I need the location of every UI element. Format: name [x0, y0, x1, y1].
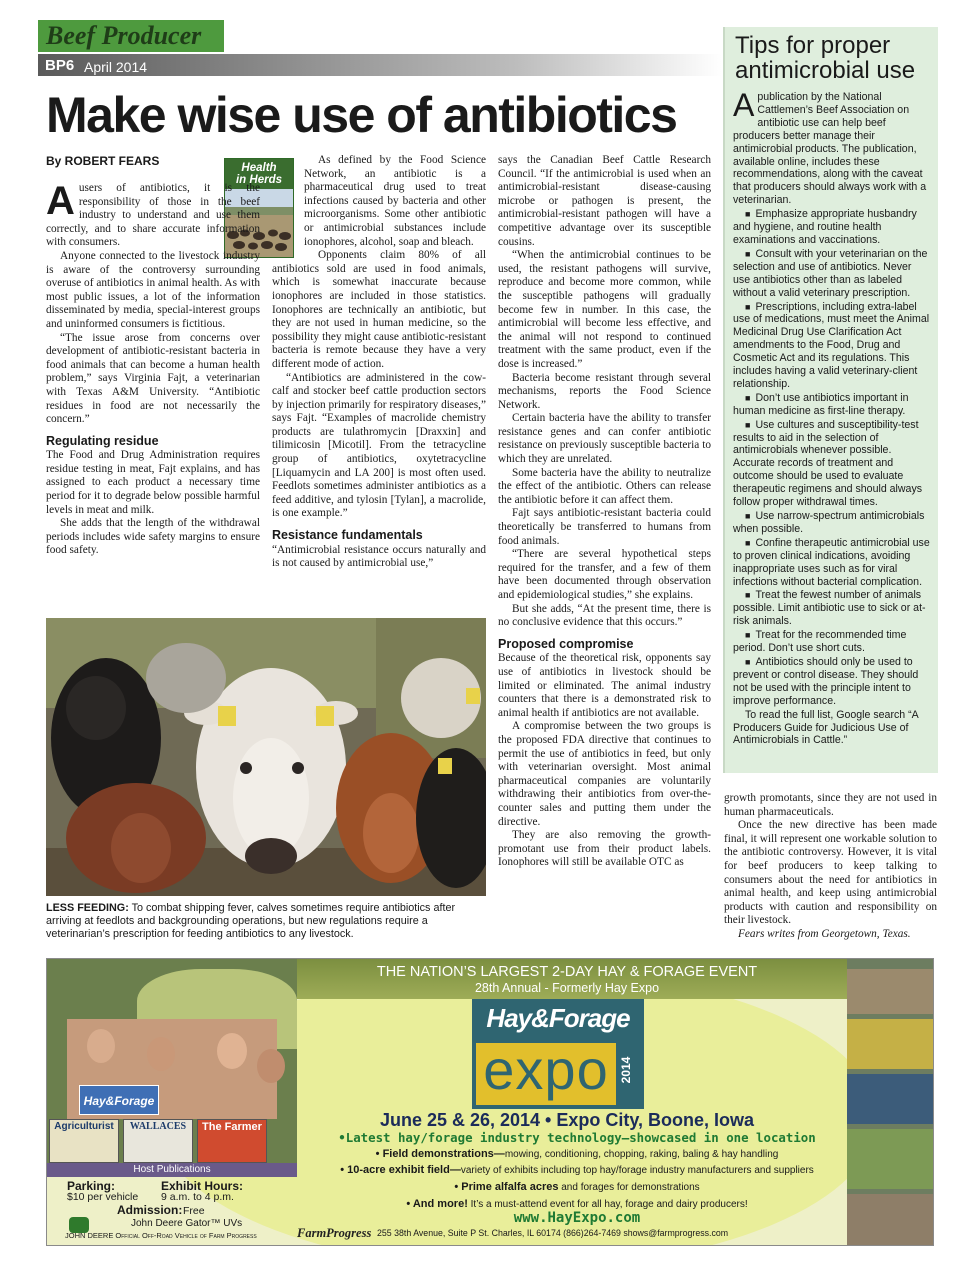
ad-url[interactable]: www.HayExpo.com	[513, 1210, 641, 1226]
ad-address: 255 38th Avenue, Suite P St. Charles, IL 60174 (866)264-7469 shows@farmprogress.com	[377, 1228, 729, 1238]
host-pubs-bar: Host Publications	[47, 1163, 297, 1177]
ad-bullet: • Prime alfalfa acres and forages for demonstrations	[454, 1181, 700, 1193]
paragraph: Opponents claim 80% of all antibiotics sold are used in food animals, which is somewhat inaccurate because ionophores are included in those statistics. Ionophores are technically an antibiotic, but they are not used in human medicine, so the possibility they might cause antibiotic-resistant bacteria is remote because they have a very different mode of action.	[272, 249, 486, 370]
ad-banner-sub: 28th Annual - Formerly Hay Expo	[474, 981, 660, 995]
headline: Make wise use of antibiotics	[46, 87, 677, 143]
section-name: Beef Producer	[46, 21, 202, 50]
paragraph: As defined by the Food Science Network, an antibiotic is a pharmaceutical drug used to treat infections caused by bacteria and other microorganisms. Some other antibiotic or antimicrobial substances include ionophores, alcohol, soap and bleach.	[304, 154, 486, 248]
paragraph: A compromise between the two groups is the proposed FDA directive that continues to permit the use of antibiotics in feed, but only with veterinarian oversight. Most animal pharmaceutical companies are voluntarily withdrawing their antibiotics from over-the-counter sales and putting them under the directive.	[498, 720, 711, 828]
caption-label: LESS FEEDING:	[46, 902, 129, 914]
ad-tagline: •Latest hay/forage industry technology—showcased in one location	[338, 1130, 816, 1145]
photo-tractor	[847, 1074, 934, 1124]
paragraph: Anyone connected to the livestock industry is aware of the controversy surrounding overuse of antibiotics in animal health. As with most public issues, a lot of the information disseminated by media, special-interest groups and uninformed consumers is fictitious.	[46, 249, 260, 330]
subhead-proposed-compromise: Proposed compromise	[498, 636, 634, 651]
paragraph: Bacteria become resistant through several mechanisms, reports the Food Science Network.	[498, 371, 711, 411]
person-3	[217, 1033, 247, 1069]
ad-location: Expo City, Boone, Iowa	[556, 1110, 755, 1130]
ad-bullet: • And more! It’s a must-attend event for all hay, forage and dairy producers!	[406, 1198, 748, 1210]
paragraph: Once the new directive has been made final, it will represent one workable solution to the antibiotic controversy. However, it is vital for beef producers to keep talking to consumers about the need for antibiotics in animal health, and keep using antimicrobial products with caution and responsibility on their livestock.	[724, 819, 937, 927]
ad-bullet: • Field demonstrations—mowing, conditioning, chopping, raking, baling & hay handling	[375, 1148, 779, 1160]
subhead-regulating-residue: Regulating residue	[46, 433, 159, 448]
cattle-photo	[46, 618, 486, 896]
tip-item: ■ Emphasize appropriate husbandry and hygiene, and routine health examinations and vaccinations.	[733, 208, 930, 247]
photo-people	[847, 969, 934, 1014]
tips-intro: Apublication by the National Cattlemen’s Beef Association on antibiotic use can help beef producers better manage their antimicrobial products. The publication, available online, includes these recommendations, along with the caveat that producers should always work with a veterinarian.	[733, 87, 927, 207]
photo-caption	[46, 902, 486, 941]
byline: By ROBERT FEARS	[46, 154, 160, 168]
tip-item: ■ Confine therapeutic antimicrobial use to proven clinical indications, avoiding inappropriate uses such as for viral infections without bacterial complication.	[733, 537, 930, 589]
ad-bullet: • 10-acre exhibit field—variety of exhibits including top hay/forage industry manufacturers and suppliers	[340, 1164, 814, 1176]
ad-dates: June 25 & 26, 2014	[379, 1110, 541, 1130]
issue-date: April 2014	[84, 59, 148, 75]
paragraph: Certain bacteria have the ability to transfer resistance genes and can confer antibiotic resistance on previously susceptible bacteria to which they are unrelated.	[498, 412, 711, 466]
expo-logo-year: 2014	[619, 1056, 633, 1084]
logo-line1: Health	[241, 162, 277, 174]
logo-spacer	[272, 154, 304, 252]
paragraph: says the Canadian Beef Cattle Research Council. “If the antimicrobial is used when an antimicrobial-resistant disease-causing microbe or pathogen is present, the antimicrobial-resistant pathogen will have a competitive advantage over its susceptible cousins.	[498, 154, 711, 248]
tips-outro: To read the full list, Google search “A Producers Guide for Judicious Use of Antimicrobials in Cattle.”	[733, 708, 919, 747]
photo-crowd	[847, 1194, 934, 1246]
ad-banner-title: THE NATION’S LARGEST 2-DAY HAY & FORAGE EVENT	[376, 964, 758, 980]
pub-wallaces: WALLACES	[123, 1119, 193, 1163]
farmprogress-logo: FarmProgress	[297, 1226, 372, 1240]
paragraph: users of antibiotics, it is the responsibility of those in the beef industry to understand and use them correctly, and to share accurate information with consumers.	[46, 182, 260, 249]
expo-logo-top: Hay&Forage	[486, 1003, 630, 1033]
person-4	[257, 1049, 285, 1083]
photo-baler	[847, 1019, 934, 1069]
paragraph: She adds that the length of the withdrawal periods includes wide safety margins to ensure food safety.	[46, 517, 260, 557]
paragraph: “Antimicrobial resistance occurs naturally and is not caused by antimicrobial use,”	[272, 543, 486, 570]
tip-item: ■ Consult with your veterinarian on the selection and use of antibiotics. Never use antibiotics other than as labeled without a valid veterinary prescription.	[733, 248, 930, 300]
ad-right-photos	[847, 959, 934, 1246]
caption-text: To combat shipping fever, calves sometimes require antibiotics after arriving at feedlots and backgrounding operations, but new regulations require a veterinarian’s prescription for feeding antibiotics to any livestock.	[46, 902, 456, 940]
pub-hayforage: Hay&Forage	[79, 1085, 159, 1115]
parking-value: $10 per vehicle	[67, 1191, 139, 1203]
ad-dates-sep: •	[540, 1110, 557, 1130]
logo-line2: in Herds	[235, 174, 282, 186]
paragraph: Because of the theoretical risk, opponents say use of antibiotics in livestock should be limited or eliminated. The animal industry counters that there is a demonstrated risk to animal health if antibiotics are not available.	[498, 652, 711, 719]
tip-item: ■ Use cultures and susceptibility-test results to aid in the selection of antimicrobials whenever possible. Accurate records of treatment and outcome should be used to evaluate therapeutic regimens and should always follow proper withdrawal times.	[733, 419, 930, 509]
column-3	[498, 154, 711, 870]
column-2	[272, 154, 486, 571]
paragraph: The Food and Drug Administration requires residue testing in meat, Fajt explains, and has assigned to each product a necessary time period for it to degrade below possible harmful levels in meat and milk.	[46, 449, 260, 516]
person-2	[147, 1037, 175, 1071]
page-code: BP6	[45, 57, 75, 74]
drop-cap: A	[46, 179, 75, 223]
tip-item: ■ Don’t use antibiotics important in human medicine as first-line therapy.	[733, 392, 930, 418]
tips-sidebar	[723, 27, 938, 773]
tip-item: ■ Antibiotics should only be used to prevent or control disease. They should not be used with the principle intent to improve performance.	[733, 656, 930, 708]
photo-field	[847, 1129, 934, 1189]
tip-item: ■ Treat for the recommended time period. Don’t use short cuts.	[733, 629, 930, 655]
paragraph: Fajt says antibiotic-resistant bacteria could theoretically be transferred to humans from food animals.	[498, 507, 711, 547]
admission-label: Admission:	[117, 1203, 183, 1217]
ad-date-line	[297, 1109, 837, 1131]
tip-item: ■ Treat the fewest number of animals possible. Limit antibiotic use to sick or at-risk animals.	[733, 589, 930, 628]
tip-item: ■ Prescriptions, including extra-label use of medications, must meet the Animal Medicinal Drug Use Clarification Act amendments to the Food, Drug and Cosmetic Act and its regulations. This includes having a valid veterinary-client relationship.	[733, 301, 930, 391]
subhead-resistance-fundamentals: Resistance fundamentals	[272, 528, 423, 543]
paragraph: They are also removing the growth-promotant use from their product labels. Ionophores will still be available OTC as	[498, 829, 711, 869]
hay-forage-expo-ad	[46, 958, 934, 1246]
john-deere-line: JOHN DEERE Official Off-Road Vehicle of Farm Progress	[65, 1231, 257, 1240]
paragraph: But she adds, “At the present time, there is no conclusive evidence that this occurs.”	[498, 602, 711, 629]
hours-label: Exhibit Hours:	[161, 1179, 244, 1193]
author-credit: Fears writes from Georgetown, Texas.	[738, 927, 911, 940]
column-1	[46, 179, 260, 558]
pub-agriculturist: Agriculturist	[49, 1119, 119, 1163]
admission-value: Free	[183, 1205, 205, 1217]
expo-logo-word: expo	[483, 1038, 609, 1101]
tips-drop-cap: A	[733, 87, 755, 123]
paragraph: “When the antimicrobial continues to be used, the resistant pathogens will survive, reproduce and become more common, while the susceptible pathogens will gradually become few in number. In this case, the antimicrobial will become less effective, and the animal will not respond to continued treatment with the same product, even if the dose is increased.”	[498, 249, 711, 370]
paragraph: growth promotants, since they are not used in human pharmaceuticals.	[724, 792, 937, 818]
tips-title: Tips for proper antimicrobial use	[735, 32, 916, 84]
expo-logo	[472, 999, 644, 1109]
column-4	[724, 792, 937, 942]
paragraph: Some bacteria have the ability to neutralize the effect of the antibiotic. Others can release the antibiotic before it can affect them.	[498, 466, 711, 506]
paragraph: “Antibiotics are administered in the cow-calf and stocker beef cattle production sectors by injection primarily for respiratory diseases,” says Fajt. “Examples of macrolide chemistry products are tulathromycin [Draxxin] and tilimicosin [Micotil]. From the tetracycline group of antibiotics, oxytetracycline [Liquamycin and LA 200] is most often used. Feedlots sometimes administer antibiotics as a feed additive, and tylosin [Tylan], a macrolide, is one example.”	[272, 371, 486, 520]
pub-thefarmer: The Farmer	[197, 1119, 267, 1163]
paragraph: “There are several hypothetical steps required for the transfer, and a few of them have been documented through observation and epidemiological studies,” she explains.	[498, 548, 711, 601]
paragraph: “The issue arose from concerns over development of antibiotic-resistant bacteria in food animals that can become a human health problem,” says Virginia Fajt, a veterinarian with Texas A&M University. “Antibiotic residues in food are not necessarily the concern.”	[46, 331, 260, 426]
tip-item: ■ Use narrow-spectrum antimicrobials when possible.	[733, 510, 930, 536]
person-1	[87, 1029, 115, 1063]
gator-line: John Deere Gator™ UVs	[131, 1218, 243, 1229]
parking-label: Parking:	[67, 1179, 116, 1193]
hours-value: 9 a.m. to 4 p.m.	[161, 1191, 234, 1203]
